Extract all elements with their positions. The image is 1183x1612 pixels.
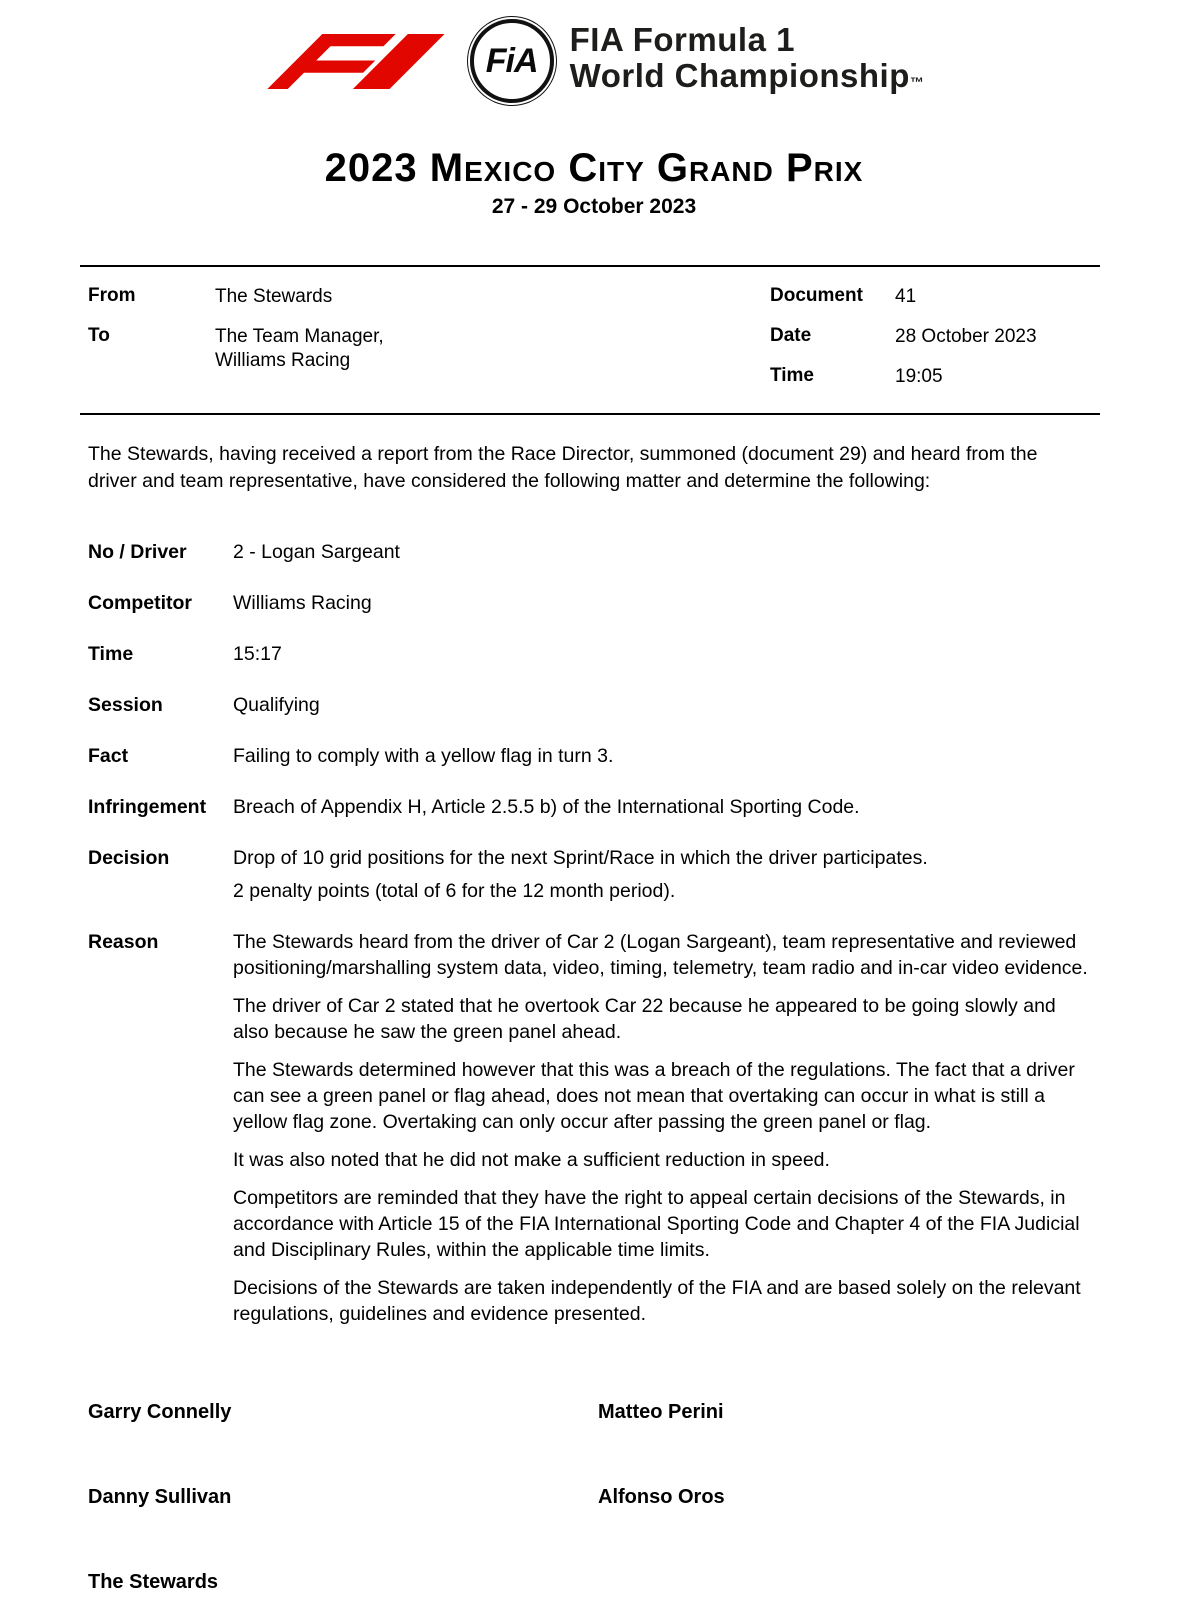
- fia-logo-text: FiA: [485, 41, 538, 80]
- document-label: Document: [770, 285, 863, 306]
- signature-matteo-perini: Matteo Perini: [598, 1401, 724, 1423]
- f1-logo-icon: [264, 34, 454, 89]
- fact-value: Failing to comply with a yellow flag in turn 3.: [233, 745, 614, 767]
- reason-paragraph-1: The Stewards heard from the driver of Car 2 (Logan Sargeant), team representative and reviewed positioning/marshalling system data, video, timing, telemetry, team radio and in-car video evidence.: [233, 931, 1088, 979]
- time-field-label: Time: [88, 643, 134, 665]
- from-value: The Stewards: [215, 286, 333, 307]
- competitor-label: Competitor: [88, 592, 192, 614]
- time-value: 19:05: [895, 366, 943, 387]
- to-value-line1: The Team Manager,: [215, 326, 384, 347]
- to-value: [215, 325, 384, 373]
- reason-paragraph-6: Decisions of the Stewards are taken independently of the FIA and are based solely on the relevant regulations, guidelines and evidence presented.: [233, 1277, 1081, 1325]
- decision-value: [233, 845, 928, 904]
- reason-paragraph-2: The driver of Car 2 stated that he overtook Car 22 because he appeared to be going slowly and also because he saw the green panel ahead.: [233, 995, 1056, 1043]
- from-label: From: [88, 285, 136, 306]
- decision-fields: [88, 539, 1100, 1339]
- field-row-fact: [88, 743, 1100, 769]
- decision-paragraph-2: 2 penalty points (total of 6 for the 12 month period).: [233, 880, 676, 902]
- reason-value: [233, 929, 1093, 1339]
- org-name-line1: FIA Formula 1: [569, 21, 795, 58]
- date-value: 28 October 2023: [895, 326, 1037, 347]
- decision-paragraph-1: Drop of 10 grid positions for the next Sprint/Race in which the driver participates.: [233, 847, 928, 869]
- meta-right-column: [770, 285, 1100, 389]
- org-name: [570, 22, 925, 100]
- meta-table: [80, 265, 1100, 415]
- no-driver-label: No / Driver: [88, 541, 187, 563]
- meta-left-column: [88, 285, 770, 389]
- date-label: Date: [770, 325, 812, 346]
- meta-row-date: [770, 325, 1100, 349]
- reason-label: Reason: [88, 931, 159, 953]
- time-field-value: 15:17: [233, 643, 282, 665]
- time-label: Time: [770, 365, 815, 386]
- signatures-section: [88, 1401, 1100, 1594]
- document-value: 41: [895, 286, 917, 307]
- field-row-no-driver: [88, 539, 1100, 565]
- infringement-value: Breach of Appendix H, Article 2.5.5 b) of the International Sporting Code.: [233, 796, 860, 818]
- competitor-value: Williams Racing: [233, 592, 372, 614]
- trademark-symbol: ™: [909, 74, 925, 90]
- meta-row-to: [88, 325, 770, 373]
- no-driver-value: 2 - Logan Sargeant: [233, 541, 400, 563]
- meta-row-document: [770, 285, 1100, 309]
- signature-footer: The Stewards: [88, 1571, 219, 1593]
- fia-logo-icon: [470, 19, 554, 103]
- field-row-session: [88, 692, 1100, 718]
- header-logo-group: [88, 18, 1100, 104]
- to-label: To: [88, 325, 110, 346]
- field-row-decision: [88, 845, 1100, 904]
- signature-alfonso-oros: Alfonso Oros: [598, 1486, 725, 1508]
- reason-paragraph-5: Competitors are reminded that they have the right to appeal certain decisions of the Stewards, in accordance with Article 15 of the FIA International Sporting Code and Chapter 4 of the FIA Judicial and Disciplinary Rules, within the applicable time limits.: [233, 1187, 1080, 1261]
- to-value-line2: Williams Racing: [215, 350, 351, 371]
- field-row-reason: [88, 929, 1100, 1339]
- event-title: 2023 Mexico City Grand Prix: [324, 146, 864, 190]
- infringement-label: Infringement: [88, 796, 207, 818]
- meta-row-from: [88, 285, 770, 309]
- session-value: Qualifying: [233, 694, 320, 716]
- org-name-line2: World Championship™: [569, 57, 925, 94]
- session-label: Session: [88, 694, 163, 716]
- signature-danny-sullivan: Danny Sullivan: [88, 1486, 232, 1508]
- signature-garry-connelly: Garry Connelly: [88, 1401, 232, 1423]
- intro-paragraph: The Stewards, having received a report from the Race Director, summoned (document 29) and heard from the driver and team representative, have considered the following matter and determine the following:: [88, 443, 1038, 492]
- field-row-infringement: [88, 794, 1100, 820]
- field-row-competitor: [88, 590, 1100, 616]
- field-row-time: [88, 641, 1100, 667]
- fact-label: Fact: [88, 745, 129, 767]
- event-dates: 27 - 29 October 2023: [491, 195, 697, 218]
- meta-row-time: [770, 365, 1100, 389]
- reason-paragraph-4: It was also noted that he did not make a sufficient reduction in speed.: [233, 1149, 830, 1171]
- signature-grid: [88, 1401, 1100, 1509]
- reason-paragraph-3: The Stewards determined however that this was a breach of the regulations. The fact that a driver can see a green panel or flag ahead, does not mean that overtaking can occur in what is still a yellow flag zone. Overtaking can only occur after passing the green panel or flag.: [233, 1059, 1075, 1133]
- decision-label: Decision: [88, 847, 170, 869]
